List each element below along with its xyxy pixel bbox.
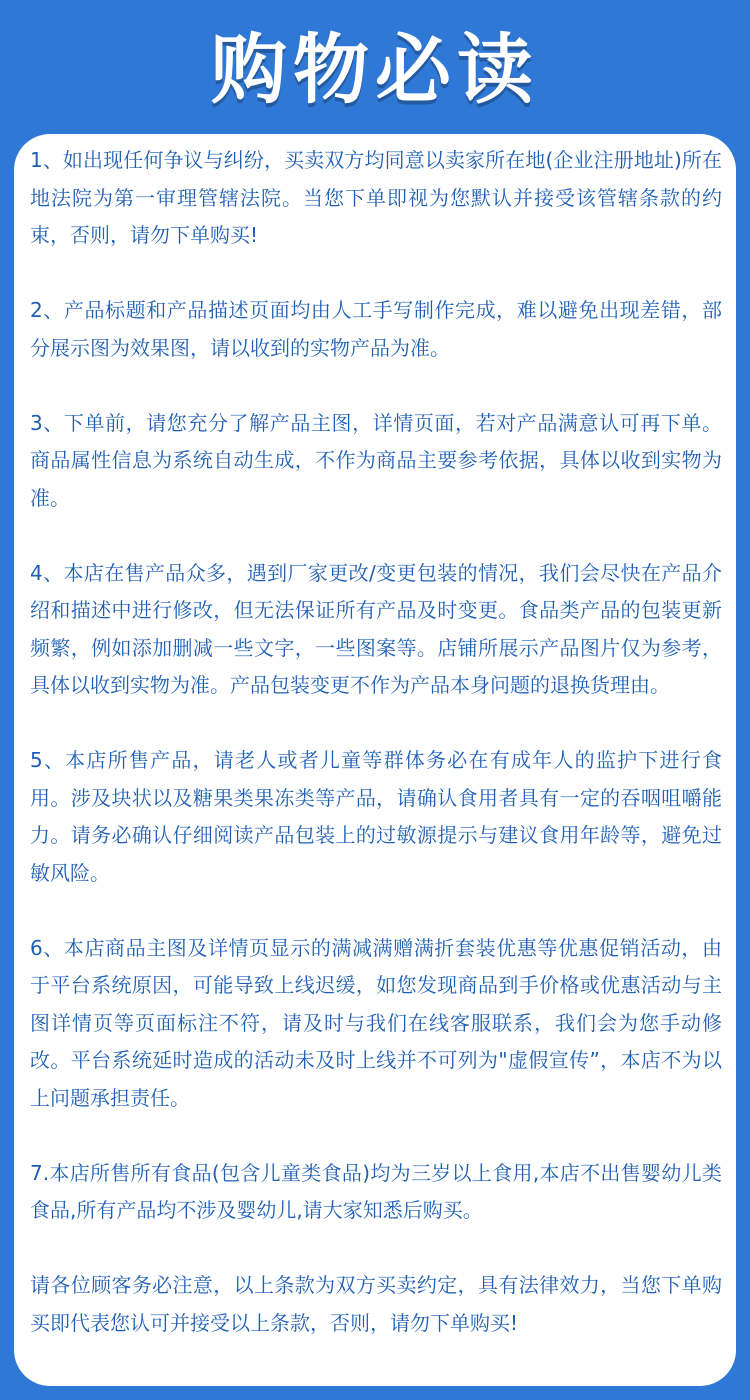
- notice-paragraph-6: 6、本店商品主图及详情页显示的满减满赠满折套装优惠等优惠促销活动，由于平台系统原因，可能导致上线迟缓，如您发现商品到手价格或优惠活动与主图详情页等页面标注不符，请及时与我们在线客服联系，我们会为您手动修改。平台系统延时造成的活动未及时上线并不可列为"虚假宣传”，本店不为以上问题承担责任。: [30, 935, 722, 1110]
- notice-paragraph-3: 3、下单前，请您充分了解产品主图，详情页面，若对产品满意认可再下单。商品属性信息为系统自动生成，不作为商品主要参考依据，具体以收到实物为准。: [30, 410, 722, 510]
- notice-content: [30, 142, 722, 1380]
- notice-closing: 请各位顾客务必注意，以上条款为双方买卖约定，具有法律效力，当您下单购买即代表您认可并接受以上条款，否则，请勿下单购买!: [30, 1273, 722, 1335]
- notice-card: [14, 134, 736, 1386]
- page-title: 购物必读: [211, 25, 539, 114]
- notice-paragraph-1: 1、如出现任何争议与纠纷，买卖双方均同意以卖家所在地(企业注册地址)所在地法院为第一审理管辖法院。当您下单即视为您默认并接受该管辖条款的约束，否则，请勿下单购买!: [30, 148, 722, 247]
- notice-paragraph-7: 7.本店所售所有食品(包含儿童类食品)均为三岁以上食用,本店不出售婴幼儿类食品,所有产品均不涉及婴幼儿,请大家知悉后购买。: [30, 1160, 722, 1222]
- notice-paragraph-2: 2、产品标题和产品描述页面均由人工手写制作完成，难以避免出现差错，部分展示图为效果图，请以收到的实物产品为准。: [30, 298, 722, 360]
- notice-paragraph-4: 4、本店在售产品众多，遇到厂家更改/变更包装的情况，我们会尽快在产品介绍和描述中进行修改，但无法保证所有产品及时变更。食品类产品的包装更新频繁，例如添加删减一些文字，一些图案等。店铺所展示产品图片仅为参考，具体以收到实物为准。产品包装变更不作为产品本身问题的退换货理由。: [30, 560, 722, 697]
- notice-paragraph-5: 5、本店所售产品，请老人或者儿童等群体务必在有成年人的监护下进行食用。涉及块状以及糖果类果冻类等产品，请确认食用者具有一定的吞咽咀嚼能力。请务必确认仔细阅读产品包装上的过敏源提示与建议食用年龄等，避免过敏风险。: [30, 748, 722, 885]
